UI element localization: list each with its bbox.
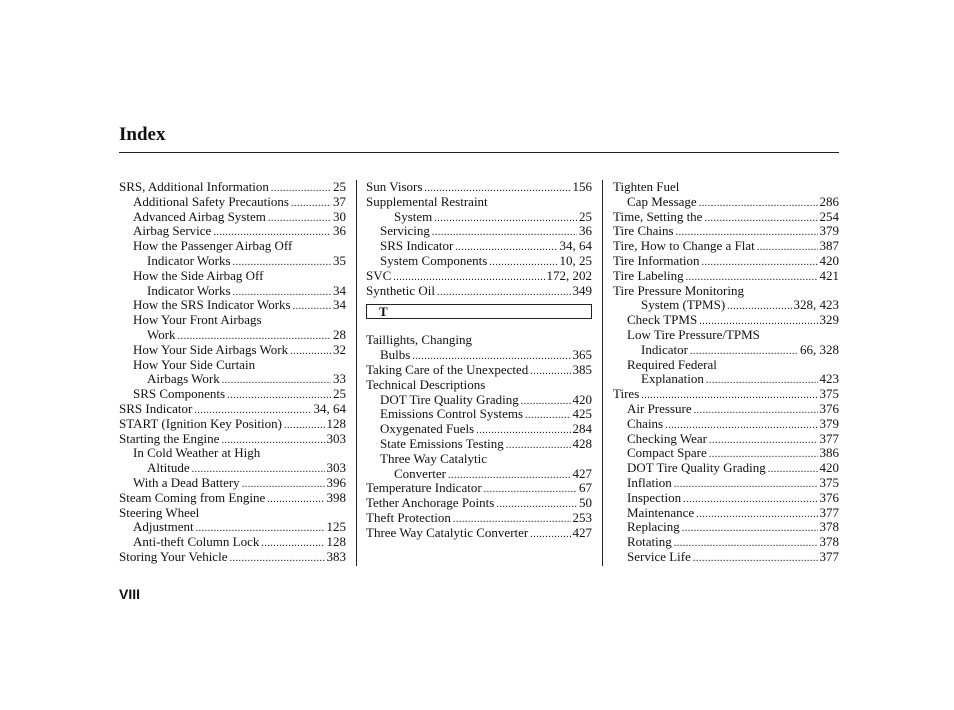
index-entry xyxy=(613,387,839,402)
index-entry-text: Oxygenated Fuels xyxy=(380,421,475,437)
index-entry xyxy=(119,180,346,195)
index-column-3 xyxy=(613,180,839,565)
index-entry xyxy=(119,313,346,328)
index-entry xyxy=(366,195,592,210)
index-entry xyxy=(366,393,592,408)
column-divider xyxy=(602,180,603,566)
index-entry xyxy=(366,378,592,393)
index-entry xyxy=(613,298,839,313)
index-entry xyxy=(366,526,592,541)
index-entry-text: Three Way Catalytic xyxy=(380,450,488,466)
index-entry-text: Tire Chains xyxy=(613,223,674,239)
index-entry-text: Chains xyxy=(627,415,664,431)
index-entry xyxy=(119,269,346,284)
index-entry xyxy=(613,372,839,387)
index-entry-page: 25 xyxy=(333,179,346,194)
index-entry-page: 421 xyxy=(819,267,839,283)
index-entry-text: SVC xyxy=(366,267,392,283)
index-entry-text: Low Tire Pressure/TPMS xyxy=(627,326,760,342)
index-entry-page: 377 xyxy=(819,548,839,564)
index-entry-text: Indicator xyxy=(641,341,688,357)
index-entry-text: Anti-theft Column Lock xyxy=(133,534,260,550)
index-entry-text: Three Way Catalytic Converter xyxy=(366,524,529,540)
index-column-1 xyxy=(119,180,346,565)
index-entry-text: Checking Wear xyxy=(627,430,707,446)
index-entry xyxy=(366,363,592,378)
index-entry xyxy=(366,180,592,195)
index-entry-page: 25 xyxy=(333,386,346,402)
index-entry-page: 35 xyxy=(333,252,346,268)
index-entry-page: 420 xyxy=(819,252,839,268)
index-entry-text: SRS Components xyxy=(133,386,226,402)
index-entry xyxy=(119,195,346,210)
index-entry-text: Tire Labeling xyxy=(613,267,684,283)
index-entry-page: 34 xyxy=(333,282,346,298)
index-entry-page: 37 xyxy=(333,193,346,209)
index-entry-page: 396 xyxy=(326,474,346,490)
index-entry xyxy=(613,343,839,358)
index-entry xyxy=(119,210,346,225)
index-entry-text: Synthetic Oil xyxy=(366,282,435,298)
index-entry xyxy=(119,506,346,521)
index-entry xyxy=(366,481,592,496)
index-entry-text: In Cold Weather at High xyxy=(133,445,261,461)
index-column-2 xyxy=(366,180,592,541)
index-entry-text: Tires xyxy=(613,386,640,402)
index-entry-page: 303 xyxy=(326,460,346,476)
index-entry xyxy=(119,239,346,254)
index-entry-page: 379 xyxy=(819,223,839,239)
index-entry-text: How the Passenger Airbag Off xyxy=(133,238,293,254)
index-entry-text: Maintenance xyxy=(627,504,695,520)
index-entry-page: 377 xyxy=(819,430,839,446)
index-entry xyxy=(119,432,346,447)
index-entry-page: 376 xyxy=(819,489,839,505)
index-entry-page: 377 xyxy=(819,504,839,520)
index-entry-text: Replacing xyxy=(627,519,680,535)
index-entry-text: Cap Message xyxy=(627,193,697,209)
index-entry-page: 379 xyxy=(819,415,839,431)
index-entry-text: Work xyxy=(147,326,176,342)
index-entry xyxy=(613,520,839,535)
index-entry xyxy=(119,491,346,506)
index-entry-page: 67 xyxy=(579,480,592,496)
index-entry-page: 28 xyxy=(333,326,346,342)
index-entry-page: 329 xyxy=(819,312,839,328)
index-entry-page: 425 xyxy=(572,406,592,422)
index-entry-text: Check TPMS xyxy=(627,312,698,328)
index-entry-text: Taking Care of the Unexpected xyxy=(366,361,529,377)
index-entry-page: 376 xyxy=(819,400,839,416)
index-entry-page: 33 xyxy=(333,371,346,387)
index-entry-page: 303 xyxy=(326,430,346,446)
index-entry xyxy=(119,417,346,432)
index-entry-page: 253 xyxy=(572,509,592,525)
index-entry-text: Indicator Works xyxy=(147,282,231,298)
index-entry-text: How Your Side Airbags Work xyxy=(133,341,289,357)
index-entry-text: Additional Safety Precautions xyxy=(133,193,289,209)
index-entry-page: 375 xyxy=(819,386,839,402)
index-entry xyxy=(613,417,839,432)
index-entry-text: Inspection xyxy=(627,489,682,505)
dot-leader xyxy=(693,552,818,567)
index-entry-text: Steering Wheel xyxy=(119,504,200,520)
index-entry xyxy=(119,343,346,358)
index-entry-text: Temperature Indicator xyxy=(366,480,482,496)
index-entry-text: SRS Indicator xyxy=(119,400,193,416)
index-entry-text: Required Federal xyxy=(627,356,717,372)
index-entry-page: 34, 64 xyxy=(559,238,592,254)
index-entry-text: Supplemental Restraint xyxy=(366,193,488,209)
index-entry-page: 284 xyxy=(572,421,592,437)
index-entry-text: Tether Anchorage Points xyxy=(366,495,495,511)
index-entry-text: START (Ignition Key Position) xyxy=(119,415,282,431)
index-entry-text: Tighten Fuel xyxy=(613,179,680,194)
index-entry-page: 386 xyxy=(819,445,839,461)
index-entry xyxy=(613,491,839,506)
index-entry-page: 428 xyxy=(572,435,592,451)
index-entry xyxy=(119,550,346,565)
index-entry-text: DOT Tire Quality Grading xyxy=(627,460,766,476)
index-entry-page: 50 xyxy=(579,495,592,511)
index-entry-text: SRS Indicator xyxy=(380,238,454,254)
index-entry-page: 378 xyxy=(819,534,839,550)
index-entry xyxy=(366,348,592,363)
index-entry-page: 387 xyxy=(819,238,839,254)
index-entry-text: Airbag Service xyxy=(133,223,212,239)
index-entry-text: Steam Coming from Engine xyxy=(119,489,266,505)
index-entry xyxy=(613,432,839,447)
index-entry-text: Airbags Work xyxy=(147,371,220,387)
index-entry-text: System xyxy=(394,208,433,224)
index-entry-page: 427 xyxy=(572,524,592,540)
index-entry xyxy=(119,284,346,299)
index-entry-page: 375 xyxy=(819,474,839,490)
index-entry-page: 365 xyxy=(572,347,592,363)
section-letter-heading: T xyxy=(366,304,592,319)
index-entry-text: How the SRS Indicator Works xyxy=(133,297,291,313)
index-entry-page: 286 xyxy=(819,193,839,209)
index-entry-text: Indicator Works xyxy=(147,252,231,268)
index-entry xyxy=(613,328,839,343)
index-entry-text: Taillights, Changing xyxy=(366,332,472,348)
index-entry xyxy=(613,550,839,565)
index-entry-page: 328, 423 xyxy=(793,297,839,313)
index-entry-text: How Your Side Curtain xyxy=(133,356,256,372)
index-entry-page: 36 xyxy=(333,223,346,239)
index-entry xyxy=(366,224,592,239)
index-entry-page: 32 xyxy=(333,341,346,357)
index-entry-text: Rotating xyxy=(627,534,672,550)
index-entry xyxy=(119,224,346,239)
index-entry xyxy=(366,422,592,437)
index-entry-page: 420 xyxy=(572,391,592,407)
index-entry xyxy=(613,254,839,269)
index-entry xyxy=(366,210,592,225)
index-entry-page: 10, 25 xyxy=(559,252,592,268)
index-entry-text: Bulbs xyxy=(380,347,411,363)
index-entry xyxy=(613,535,839,550)
page-number: VIII xyxy=(119,586,141,602)
index-entry-text: How the Side Airbag Off xyxy=(133,267,264,283)
index-entry xyxy=(613,269,839,284)
index-entry-text: Advanced Airbag System xyxy=(133,208,266,224)
index-entry-text: Tire Information xyxy=(613,252,700,268)
index-entry-page: 125 xyxy=(326,519,346,535)
index-entry-text: SRS, Additional Information xyxy=(119,179,269,194)
index-entry xyxy=(119,535,346,550)
index-entry-text: Compact Spare xyxy=(627,445,707,461)
index-entry-page: 172, 202 xyxy=(546,267,592,283)
index-entry xyxy=(366,437,592,452)
index-entry xyxy=(366,467,592,482)
title-rule xyxy=(119,152,839,153)
index-entry-text: Time, Setting the xyxy=(613,208,703,224)
index-entry-page: 420 xyxy=(819,460,839,476)
index-entry xyxy=(613,313,839,328)
index-entry-text: DOT Tire Quality Grading xyxy=(380,391,519,407)
index-entry xyxy=(613,402,839,417)
index-entry xyxy=(119,387,346,402)
index-entry-page: 383 xyxy=(326,548,346,564)
index-entry xyxy=(119,520,346,535)
index-entry-text: How Your Front Airbags xyxy=(133,312,262,328)
index-entry xyxy=(613,284,839,299)
dot-leader xyxy=(530,528,570,543)
index-entry-text: State Emissions Testing xyxy=(380,435,504,451)
index-entry xyxy=(613,224,839,239)
dot-leader xyxy=(437,286,571,301)
index-entry xyxy=(613,358,839,373)
index-entry-page: 385 xyxy=(572,361,592,377)
index-entry-page: 128 xyxy=(326,415,346,431)
index-entry-page: 66, 328 xyxy=(800,341,839,357)
index-entry-text: System (TPMS) xyxy=(641,297,726,313)
index-entry-text: Tire Pressure Monitoring xyxy=(613,282,744,298)
index-entry xyxy=(366,333,592,348)
index-entry-page: 156 xyxy=(572,179,592,194)
index-entry-page: 349 xyxy=(572,282,592,298)
index-entry-page: 427 xyxy=(572,465,592,481)
index-entry-page: 25 xyxy=(579,208,592,224)
page-title: Index xyxy=(119,124,166,145)
index-entry xyxy=(119,328,346,343)
index-entry xyxy=(613,446,839,461)
index-entry-text: Theft Protection xyxy=(366,509,451,525)
index-entry xyxy=(613,210,839,225)
index-entry-text: Emissions Control Systems xyxy=(380,406,524,422)
index-entry xyxy=(119,358,346,373)
index-entry xyxy=(119,446,346,461)
index-entry-page: 128 xyxy=(326,534,346,550)
index-entry xyxy=(366,407,592,422)
index-entry xyxy=(613,506,839,521)
index-entry-text: Service Life xyxy=(627,548,691,564)
index-entry-text: Inflation xyxy=(627,474,672,490)
index-entry-page: 378 xyxy=(819,519,839,535)
index-entry xyxy=(119,476,346,491)
index-entry xyxy=(119,254,346,269)
index-entry-page: 254 xyxy=(819,208,839,224)
index-entry-text: Storing Your Vehicle xyxy=(119,548,228,564)
index-entry xyxy=(613,461,839,476)
index-entry xyxy=(613,195,839,210)
index-entry-text: System Components xyxy=(380,252,488,268)
index-entry-text: Technical Descriptions xyxy=(366,376,486,392)
index-entry-text: Air Pressure xyxy=(627,400,692,416)
index-entry-text: Adjustment xyxy=(133,519,194,535)
index-entry xyxy=(119,402,346,417)
index-entry-text: Starting the Engine xyxy=(119,430,220,446)
index-entry-page: 423 xyxy=(819,371,839,387)
index-entry xyxy=(366,452,592,467)
index-entry-text: Tire, How to Change a Flat xyxy=(613,238,755,254)
index-entry xyxy=(366,269,592,284)
column-divider xyxy=(356,180,357,566)
index-entry-text: Converter xyxy=(394,465,446,481)
index-entry xyxy=(366,496,592,511)
index-entry-text: Altitude xyxy=(147,460,190,476)
index-entry xyxy=(613,239,839,254)
index-entry xyxy=(366,511,592,526)
index-entry-text: With a Dead Battery xyxy=(133,474,240,490)
index-entry xyxy=(613,476,839,491)
index-entry xyxy=(366,254,592,269)
index-entry xyxy=(613,180,839,195)
index-entry xyxy=(366,239,592,254)
index-entry xyxy=(119,372,346,387)
dot-leader xyxy=(229,552,324,567)
index-entry-page: 34 xyxy=(333,297,346,313)
index-entry-text: Servicing xyxy=(380,223,430,239)
index-entry-page: 30 xyxy=(333,208,346,224)
index-entry-page: 398 xyxy=(326,489,346,505)
index-entry xyxy=(366,284,592,299)
index-entry xyxy=(119,298,346,313)
index-entry-page: 34, 64 xyxy=(313,400,346,416)
index-entry xyxy=(119,461,346,476)
index-entry-text: Explanation xyxy=(641,371,704,387)
index-entry-page: 36 xyxy=(579,223,592,239)
index-entry-text: Sun Visors xyxy=(366,179,423,194)
